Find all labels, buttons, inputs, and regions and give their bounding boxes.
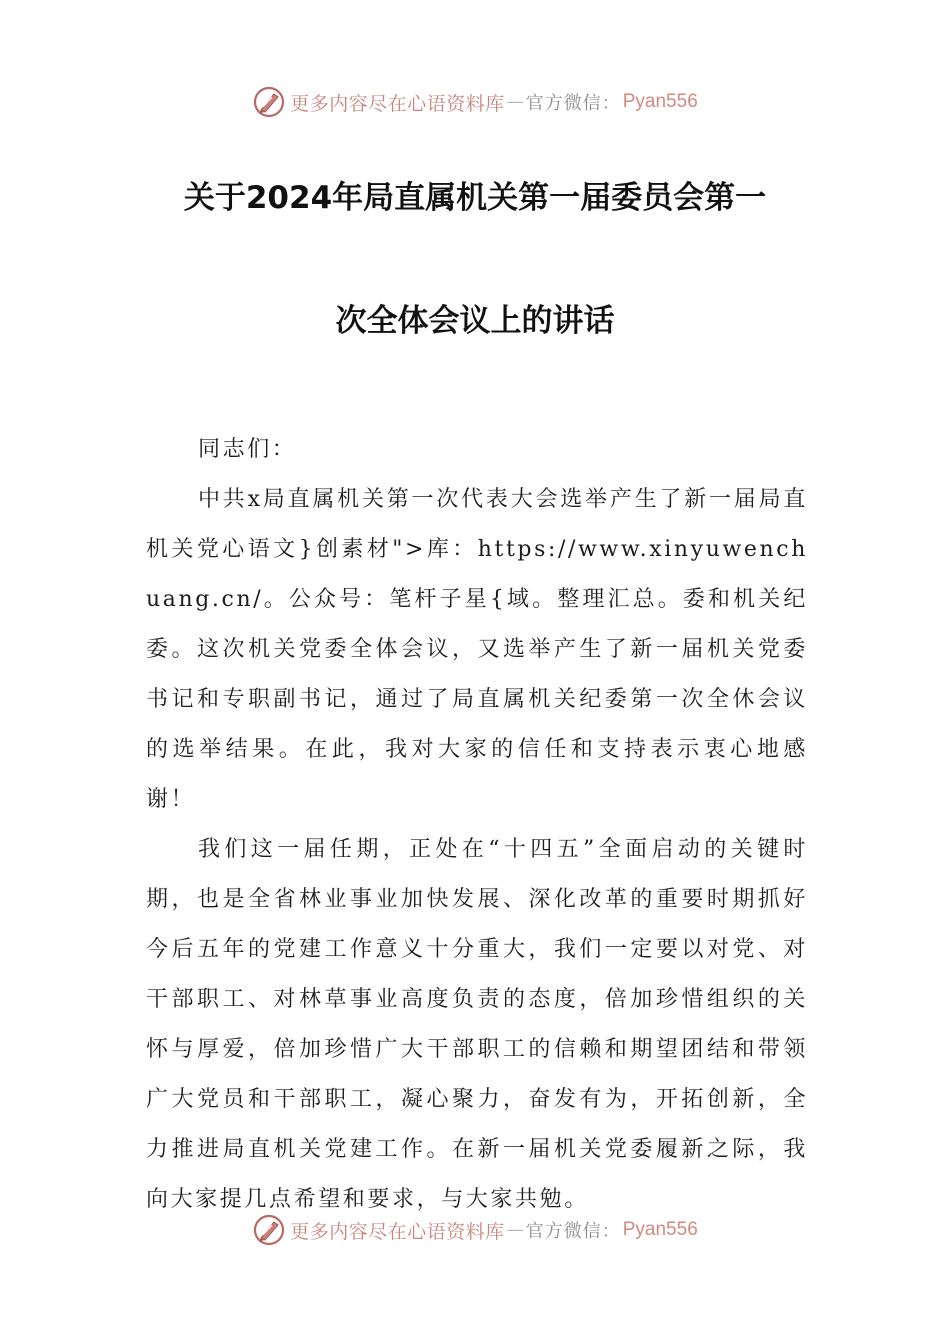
banner-main-text: 更多内容尽在心语资料库: [290, 1220, 505, 1243]
pen-nib-icon: [252, 85, 286, 119]
banner-wechat-id: Pyan556: [622, 1219, 698, 1240]
paragraph: 我们这一届任期，正处在“十四五”全面启动的关键时期，也是全省林业事业加快发展、深化改革的重要时期抓好今后五年的党建工作意义十分重大，我们一定要以对党、对干部职工、对林草事业高度负责的态度，倍加珍惜组织的关怀与厚爱，倍加珍惜广大干部职工的信赖和期望团结和带领广大党员和干部职工，凝心聚力，奋发有为，开拓创新，全力推进局直机关党建工作。在新一届机关党委履新之际，我向大家提几点希望和要求，与大家共勉。: [146, 837, 808, 1212]
pen-nib-icon: [252, 1213, 286, 1247]
salutation: 同志们：: [198, 437, 297, 462]
document-title-line-2: 次全体会议上的讲话: [335, 303, 615, 339]
document-title-line-1: 关于2024年局直属机关第一届委员会第一: [183, 180, 767, 216]
banner-wechat-label: 官方微信：: [525, 1221, 621, 1242]
banner-separator: —: [506, 92, 524, 112]
paragraph: 中共x局直属机关第一次代表大会选举产生了新一届局直机关党心语文}创素材">库：https://www.xinyuwenchuang.cn/。公众号：笔杆子星{域。整理汇总。委和机关纪委。这次机关党委全体会议，又选举产生了新一届机关党委书记和专职副书记，通过了局直属机关纪委第一次全休会议的选举结果。在此，我对大家的信任和支持表示衷心地感谢！: [146, 487, 808, 812]
banner-wechat-id: Pyan556: [622, 91, 698, 112]
banner-wechat-label: 官方微信：: [525, 93, 621, 114]
banner-separator: —: [506, 1220, 524, 1240]
banner-main-text: 更多内容尽在心语资料库: [290, 92, 505, 115]
document-body: [146, 425, 808, 1225]
footer-banner: [0, 1210, 950, 1250]
header-banner: [0, 82, 950, 122]
